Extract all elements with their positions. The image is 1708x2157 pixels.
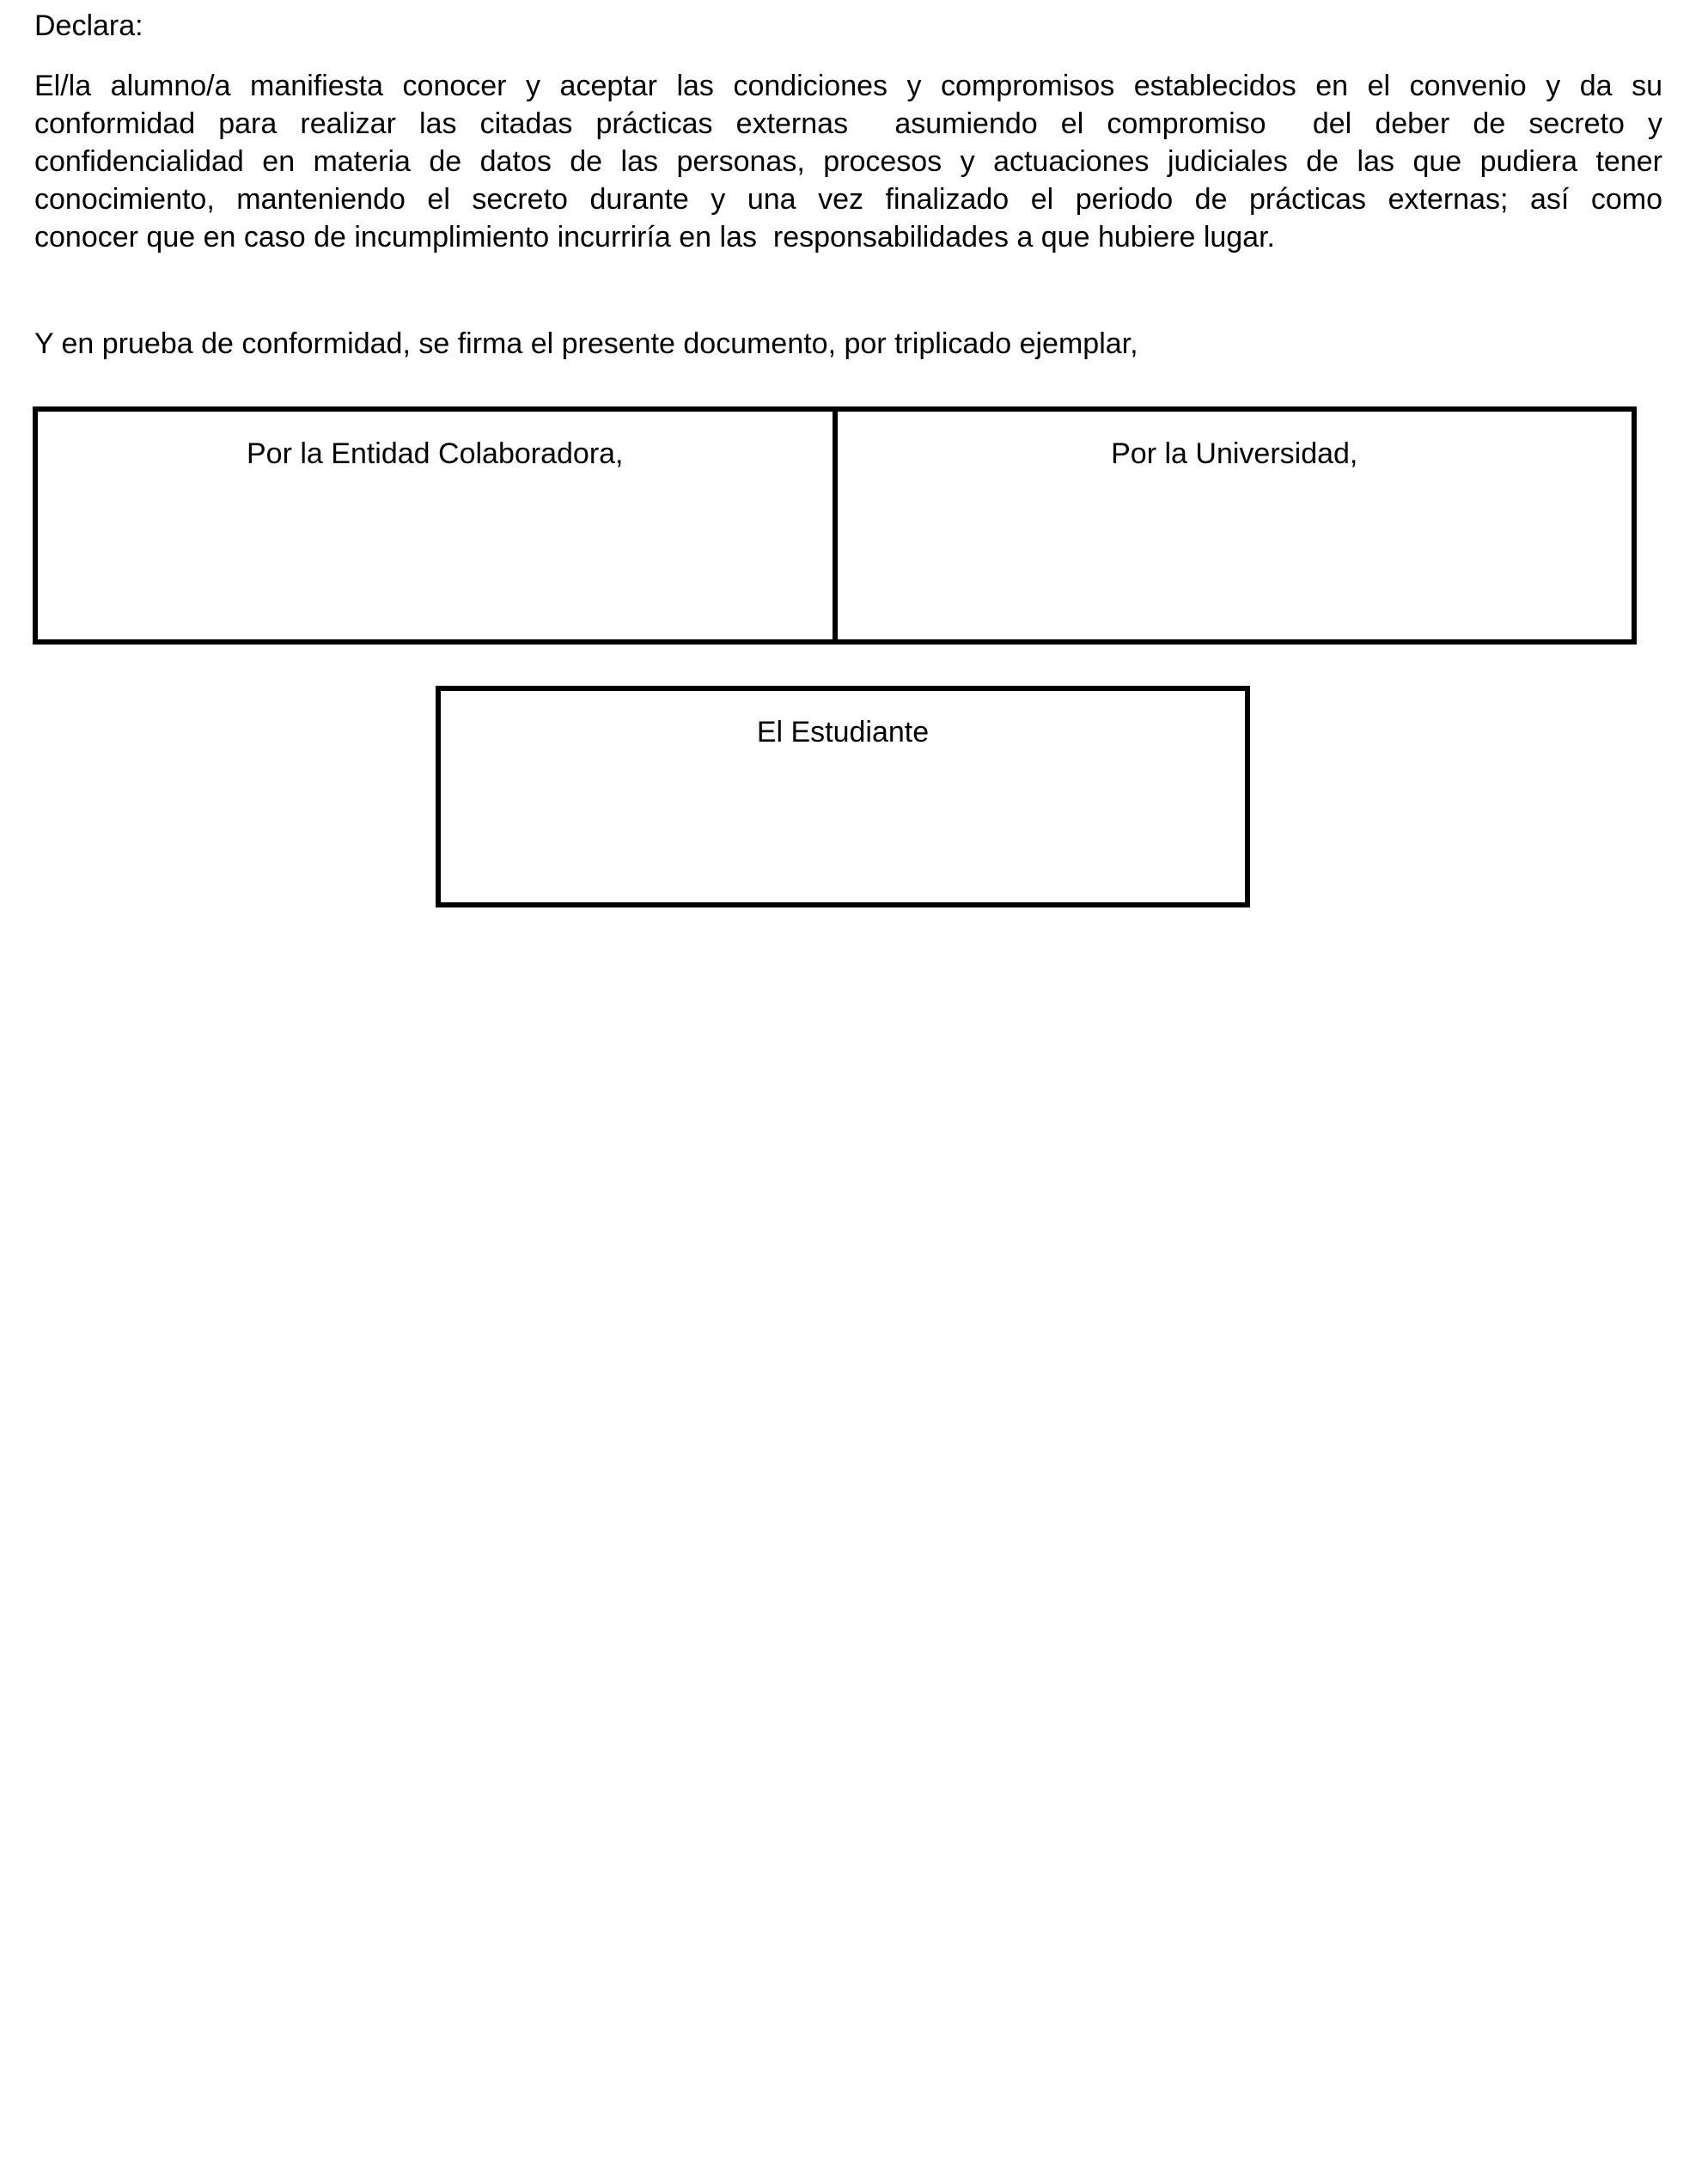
paragraph-line: confidencialidad en materia de datos de las personas, procesos y actuaciones judiciales de las que pudiera tener — [34, 145, 1662, 178]
signature-box-student — [436, 686, 1250, 907]
signature-cell-university — [833, 412, 1632, 639]
signature-table — [33, 406, 1637, 645]
student-signature-label: El Estudiante — [756, 716, 930, 749]
paragraph-line: conocer que en caso de incumplimiento incurriría en las responsabilidades a que hubiere lugar. — [34, 221, 1275, 254]
paragraph-line: conformidad para realizar las citadas prácticas externas asumiendo el compromiso del deber de secreto y — [34, 107, 1662, 140]
entity-signature-label: Por la Entidad Colaboradora, — [247, 437, 624, 470]
paragraph-line: conocimiento, manteniendo el secreto durante y una vez finalizado el periodo de prácticas externas; así como — [34, 183, 1662, 216]
closing-line: Y en prueba de conformidad, se firma el presente documento, por triplicado ejemplar, — [34, 327, 1138, 360]
paragraph-line: El/la alumno/a manifiesta conocer y aceptar las condiciones y compromisos establecidos en el convenio y da su — [34, 70, 1662, 102]
declaration-paragraph — [34, 67, 1662, 256]
declaration-heading: Declara: — [34, 9, 143, 42]
university-signature-label: Por la Universidad, — [1111, 437, 1358, 470]
signature-cell-entity — [38, 412, 833, 639]
